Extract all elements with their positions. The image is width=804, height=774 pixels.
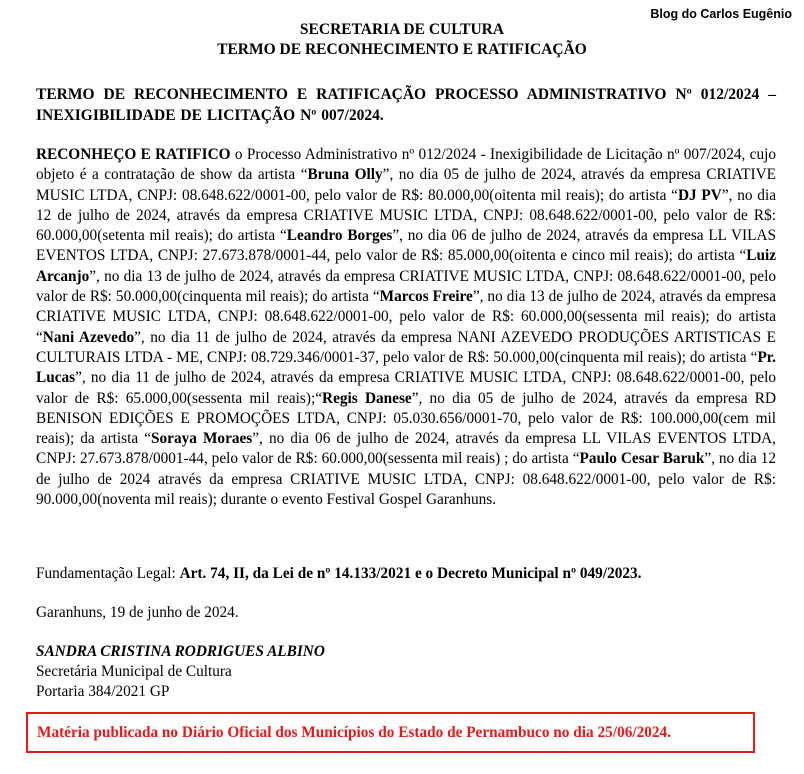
body-text-segment: ”, no dia 11 de julho de 2024, através da empresa NANI AZEVEDO PRODUÇÕES ARTISTICAS E CULTURAIS LTDA - ME, CNPJ: 08.729.346/0001-37, pelo valor de R$: 50.000,00(cinquenta mil reais); do artista “ xyxy=(36,328,776,366)
artist-name: Soraya Moraes xyxy=(151,430,253,448)
header-department: SECRETARIA DE CULTURA xyxy=(299,21,505,38)
body-text-segment: o Processo Administrativo nº 012/2024 - Inexigibilidade de Licitação nº 007/2024, cujo objeto é a contratação de show da artista “ xyxy=(36,146,776,184)
header-document-type: TERMO DE RECONHECIMENTO E RATIFICAÇÃO xyxy=(217,41,587,58)
artist-name: Luiz Arcanjo xyxy=(36,247,776,285)
body-text-segment: ”, no dia 13 de julho de 2024, através da empresa CRIATIVE MUSIC LTDA, CNPJ: 08.648.622/0001-00, pelo valor de R$: 50.000,00(cinquenta mil reais); do artista “ xyxy=(36,267,776,306)
blog-watermark: Blog do Carlos Eugênio xyxy=(650,7,792,21)
artist-name: Nani Azevedo xyxy=(42,328,135,346)
document-header xyxy=(0,20,804,60)
artist-name: Pr. Lucas xyxy=(36,348,776,387)
document-title: TERMO DE RECONHECIMENTO E RATIFICAÇÃO PROCESSO ADMINISTRATIVO Nº 012/2024 – INEXIGIBILIDADE DE LICITAÇÃO Nº 007/2024. xyxy=(36,86,776,124)
document-body xyxy=(36,145,776,510)
legal-basis-label: Fundamentação Legal: xyxy=(36,565,180,582)
signature-block xyxy=(36,642,325,702)
signatory-portaria: Portaria 384/2021 GP xyxy=(36,683,170,700)
body-text-segment: ”, no dia 12 de julho de 2024, através da empresa CRIATIVE MUSIC LTDA, CNPJ: 08.648.622/0001-00, pelo valor de R$: 60.000,00(setenta mil reais); do artista “ xyxy=(36,186,776,245)
artist-name: Bruna Olly xyxy=(307,166,383,184)
publication-notice xyxy=(26,712,755,753)
body-lead: RECONHEÇO E RATIFICO xyxy=(36,146,231,163)
artist-name: Paulo Cesar Baruk xyxy=(579,450,705,468)
signatory-name: SANDRA CRISTINA RODRIGUES ALBINO xyxy=(36,643,325,660)
body-text-segment: ”, no dia 06 de julho de 2024, através da empresa LL VILAS EVENTOS LTDA, CNPJ: 27.673.878/0001-44, pelo valor de R$: 85.000,00(oitenta e cinco mil reais); do artista “ xyxy=(36,227,777,265)
body-text-segment: ”, no dia 12 de julho de 2024 através da empresa CRIATIVE MUSIC LTDA, CNPJ: 08.648.622/0001-00, pelo valor de R$: 90.000,00(noventa mil reais); durante o evento Festival Gospel Garanhuns. xyxy=(36,450,776,509)
legal-basis xyxy=(36,564,776,584)
artist-name: Regis Danese xyxy=(322,389,412,407)
body-text-segment: ”, no dia 05 de julho de 2024, através da empresa RD BENISON EDIÇÕES E PROMOÇÕES LTDA, CNPJ: 05.030.656/0001-70, pelo valor de R$: 100.000,00(cem mil reais); da artista “ xyxy=(36,389,776,448)
body-text-segment: ”, no dia 05 de julho de 2024, através da empresa CRIATIVE MUSIC LTDA, CNPJ: 08.648.622/0001-00, pelo valor de R$: 80.000,00(oitenta mil reais); do artista “ xyxy=(36,166,776,204)
body-text-segment: ”, no dia 06 de julho de 2024, através da empresa LL VILAS EVENTOS LTDA, CNPJ: 27.673.878/0001-44, pelo valor de R$: 60.000,00(sessenta mil reais) ; do artista “ xyxy=(36,430,777,468)
artist-name: DJ PV xyxy=(677,186,722,204)
body-text-segment: ”, no dia 13 de julho de 2024, através da empresa CRIATIVE MUSIC LTDA, CNPJ: 08.648.622/0001-00, pelo valor de R$: 60.000,00(sessenta mil reais); do artista “ xyxy=(36,288,776,346)
signatory-role: Secretária Municipal de Cultura xyxy=(36,663,232,680)
artist-name: Leandro Borges xyxy=(286,227,393,245)
legal-basis-text: Art. 74, II, da Lei de nº 14.133/2021 e o Decreto Municipal nº 049/2023. xyxy=(179,565,642,582)
artist-name: Marcos Freire xyxy=(379,288,473,306)
body-text-segment: ”, no dia 11 de julho de 2024, através da empresa CRIATIVE MUSIC LTDA, CNPJ: 08.648.622/0001-00, pelo valor de R$: 65.000,00(sessenta mil reais);“ xyxy=(36,369,776,407)
place-date: Garanhuns, 19 de junho de 2024. xyxy=(36,604,239,621)
publication-notice-text: Matéria publicada no Diário Oficial dos Municípios do Estado de Pernambuco no dia 25/06/2024. xyxy=(37,723,672,741)
